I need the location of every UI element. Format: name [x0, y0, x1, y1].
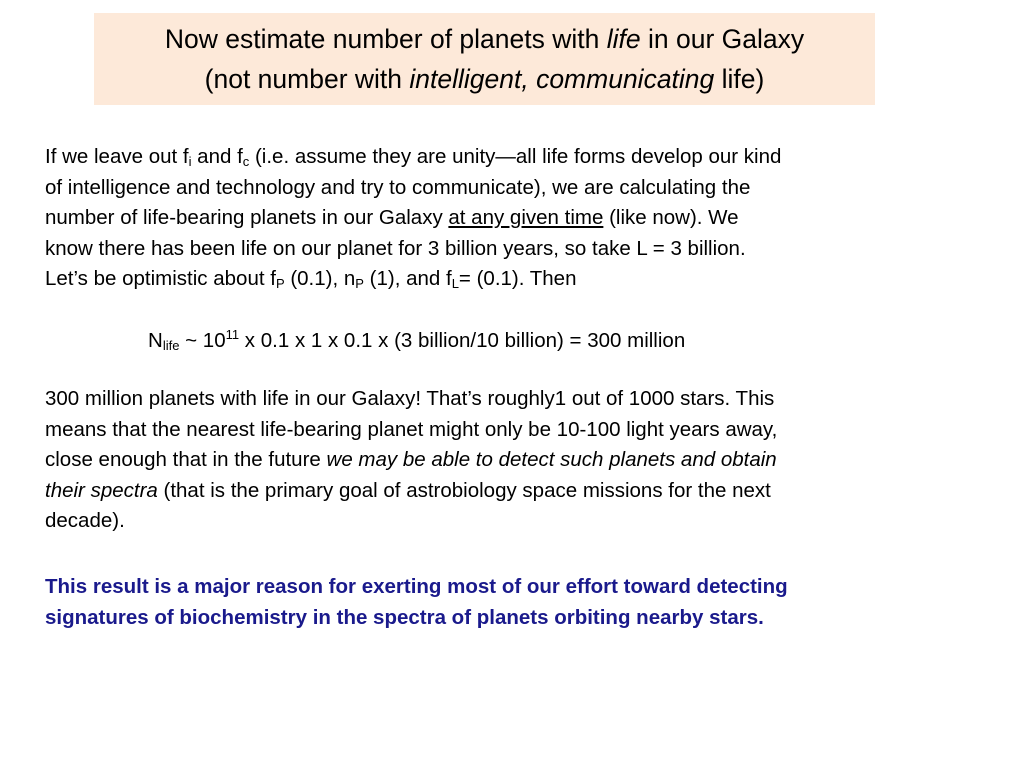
text-line: decade). [45, 509, 125, 532]
title-emphasis: intelligent, communicating [409, 64, 715, 94]
subscript: life [162, 338, 180, 353]
slide-title-line-1 [94, 23, 875, 55]
text-line: If we leave out $f_i$ and $f_c$ (i.e. assume they are unity—all life forms develop our kind [45, 145, 782, 169]
underlined-phrase: at any given time [448, 206, 604, 229]
intro-paragraph [45, 142, 985, 295]
text-line: means that the nearest life-bearing planet might only be 10-100 light years away, [45, 417, 778, 441]
subscript: P [355, 276, 364, 291]
conclusion-paragraph [45, 572, 985, 633]
text-line: number of life-bearing planets in our Galaxy at any given time (like now). We [45, 206, 739, 229]
result-paragraph [45, 384, 985, 537]
text-line: close enough that in the future we may be able to detect such planets and obtain [45, 448, 777, 471]
superscript: 11 [225, 327, 240, 342]
text-line: signatures of biochemistry in the spectra of planets orbiting nearby stars. [45, 605, 764, 629]
title-text: Now estimate number of planets with [164, 24, 607, 54]
italic-phrase: their spectra [45, 478, 158, 502]
slide-title-line-2 [94, 63, 875, 95]
title-text: in our Galaxy [640, 24, 805, 54]
text-line: This result is a major reason for exerting most of our effort toward detecting [45, 575, 788, 598]
text-line: know there has been life on our planet for 3 billion years, so take L = 3 billion. [45, 236, 746, 260]
title-box [94, 13, 875, 105]
subscript: i [188, 154, 192, 169]
drake-formula: $N_{life}$ ~ $10^{11}$ x 0.1 x 1 x 0.1 x (3 billion/10 billion) = 300 million [148, 327, 686, 353]
subscript: L [451, 276, 459, 291]
text-line: their spectra (that is the primary goal of astrobiology space missions for the next [45, 478, 771, 502]
title-text: life) [714, 64, 765, 94]
text-line: 300 million planets with life in our Galaxy! That’s roughly1 out of 1000 stars. This [45, 387, 775, 410]
text-line: of intelligence and technology and try to communicate), we are calculating the [45, 175, 751, 199]
title-emphasis: life [606, 24, 641, 54]
subscript: c [242, 154, 250, 169]
subscript: P [275, 276, 285, 291]
text-line: Let’s be optimistic about $f_P$ (0.1), $n_P$ (1), and $f_L= (0.1)$. Then [45, 267, 577, 291]
title-text: (not number with [204, 64, 410, 94]
italic-phrase: we may be able to detect such planets and obtain [326, 448, 777, 471]
